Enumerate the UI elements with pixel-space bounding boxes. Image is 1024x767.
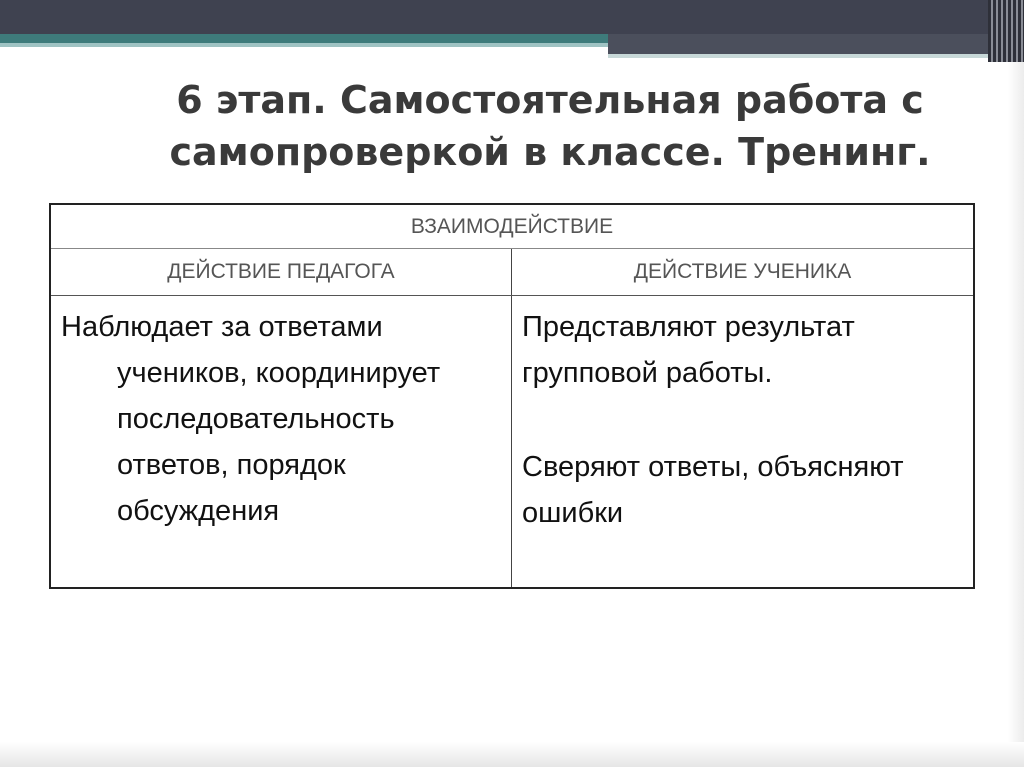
header-bar-dark [0,0,1024,34]
header-bar-right-thin [608,54,1024,58]
table-column-header-row [51,249,973,296]
student-action-cell [512,296,973,587]
student-action-paragraph-1: Представляют результат групповой работы. [522,311,855,389]
column-header-teacher: ДЕЙСТВИЕ ПЕДАГОГА [51,249,512,295]
teacher-action-cell [51,296,512,587]
table-header-label: ВЗАИМОДЕЙСТВИЕ [410,214,614,238]
teacher-action-text: Наблюдает за ответами учеников, координирует последовательность ответов, порядок обсуждения [61,311,441,527]
interaction-table [49,203,975,589]
header-bar-right-block [608,34,1024,54]
column-header-student: ДЕЙСТВИЕ УЧЕНИКА [633,260,852,283]
table-header-row [51,205,973,249]
student-action-paragraph-2: Сверяют ответы, объясняют ошибки [522,451,904,529]
right-edge-shadow [1008,62,1024,767]
slide-title: 6 этап. Самостоятельная работа с самопроверкой в классе. Тренинг. [169,78,931,174]
header-stripes-decoration [988,0,1024,62]
bottom-shadow [0,742,1024,767]
table-body-row [51,296,973,587]
